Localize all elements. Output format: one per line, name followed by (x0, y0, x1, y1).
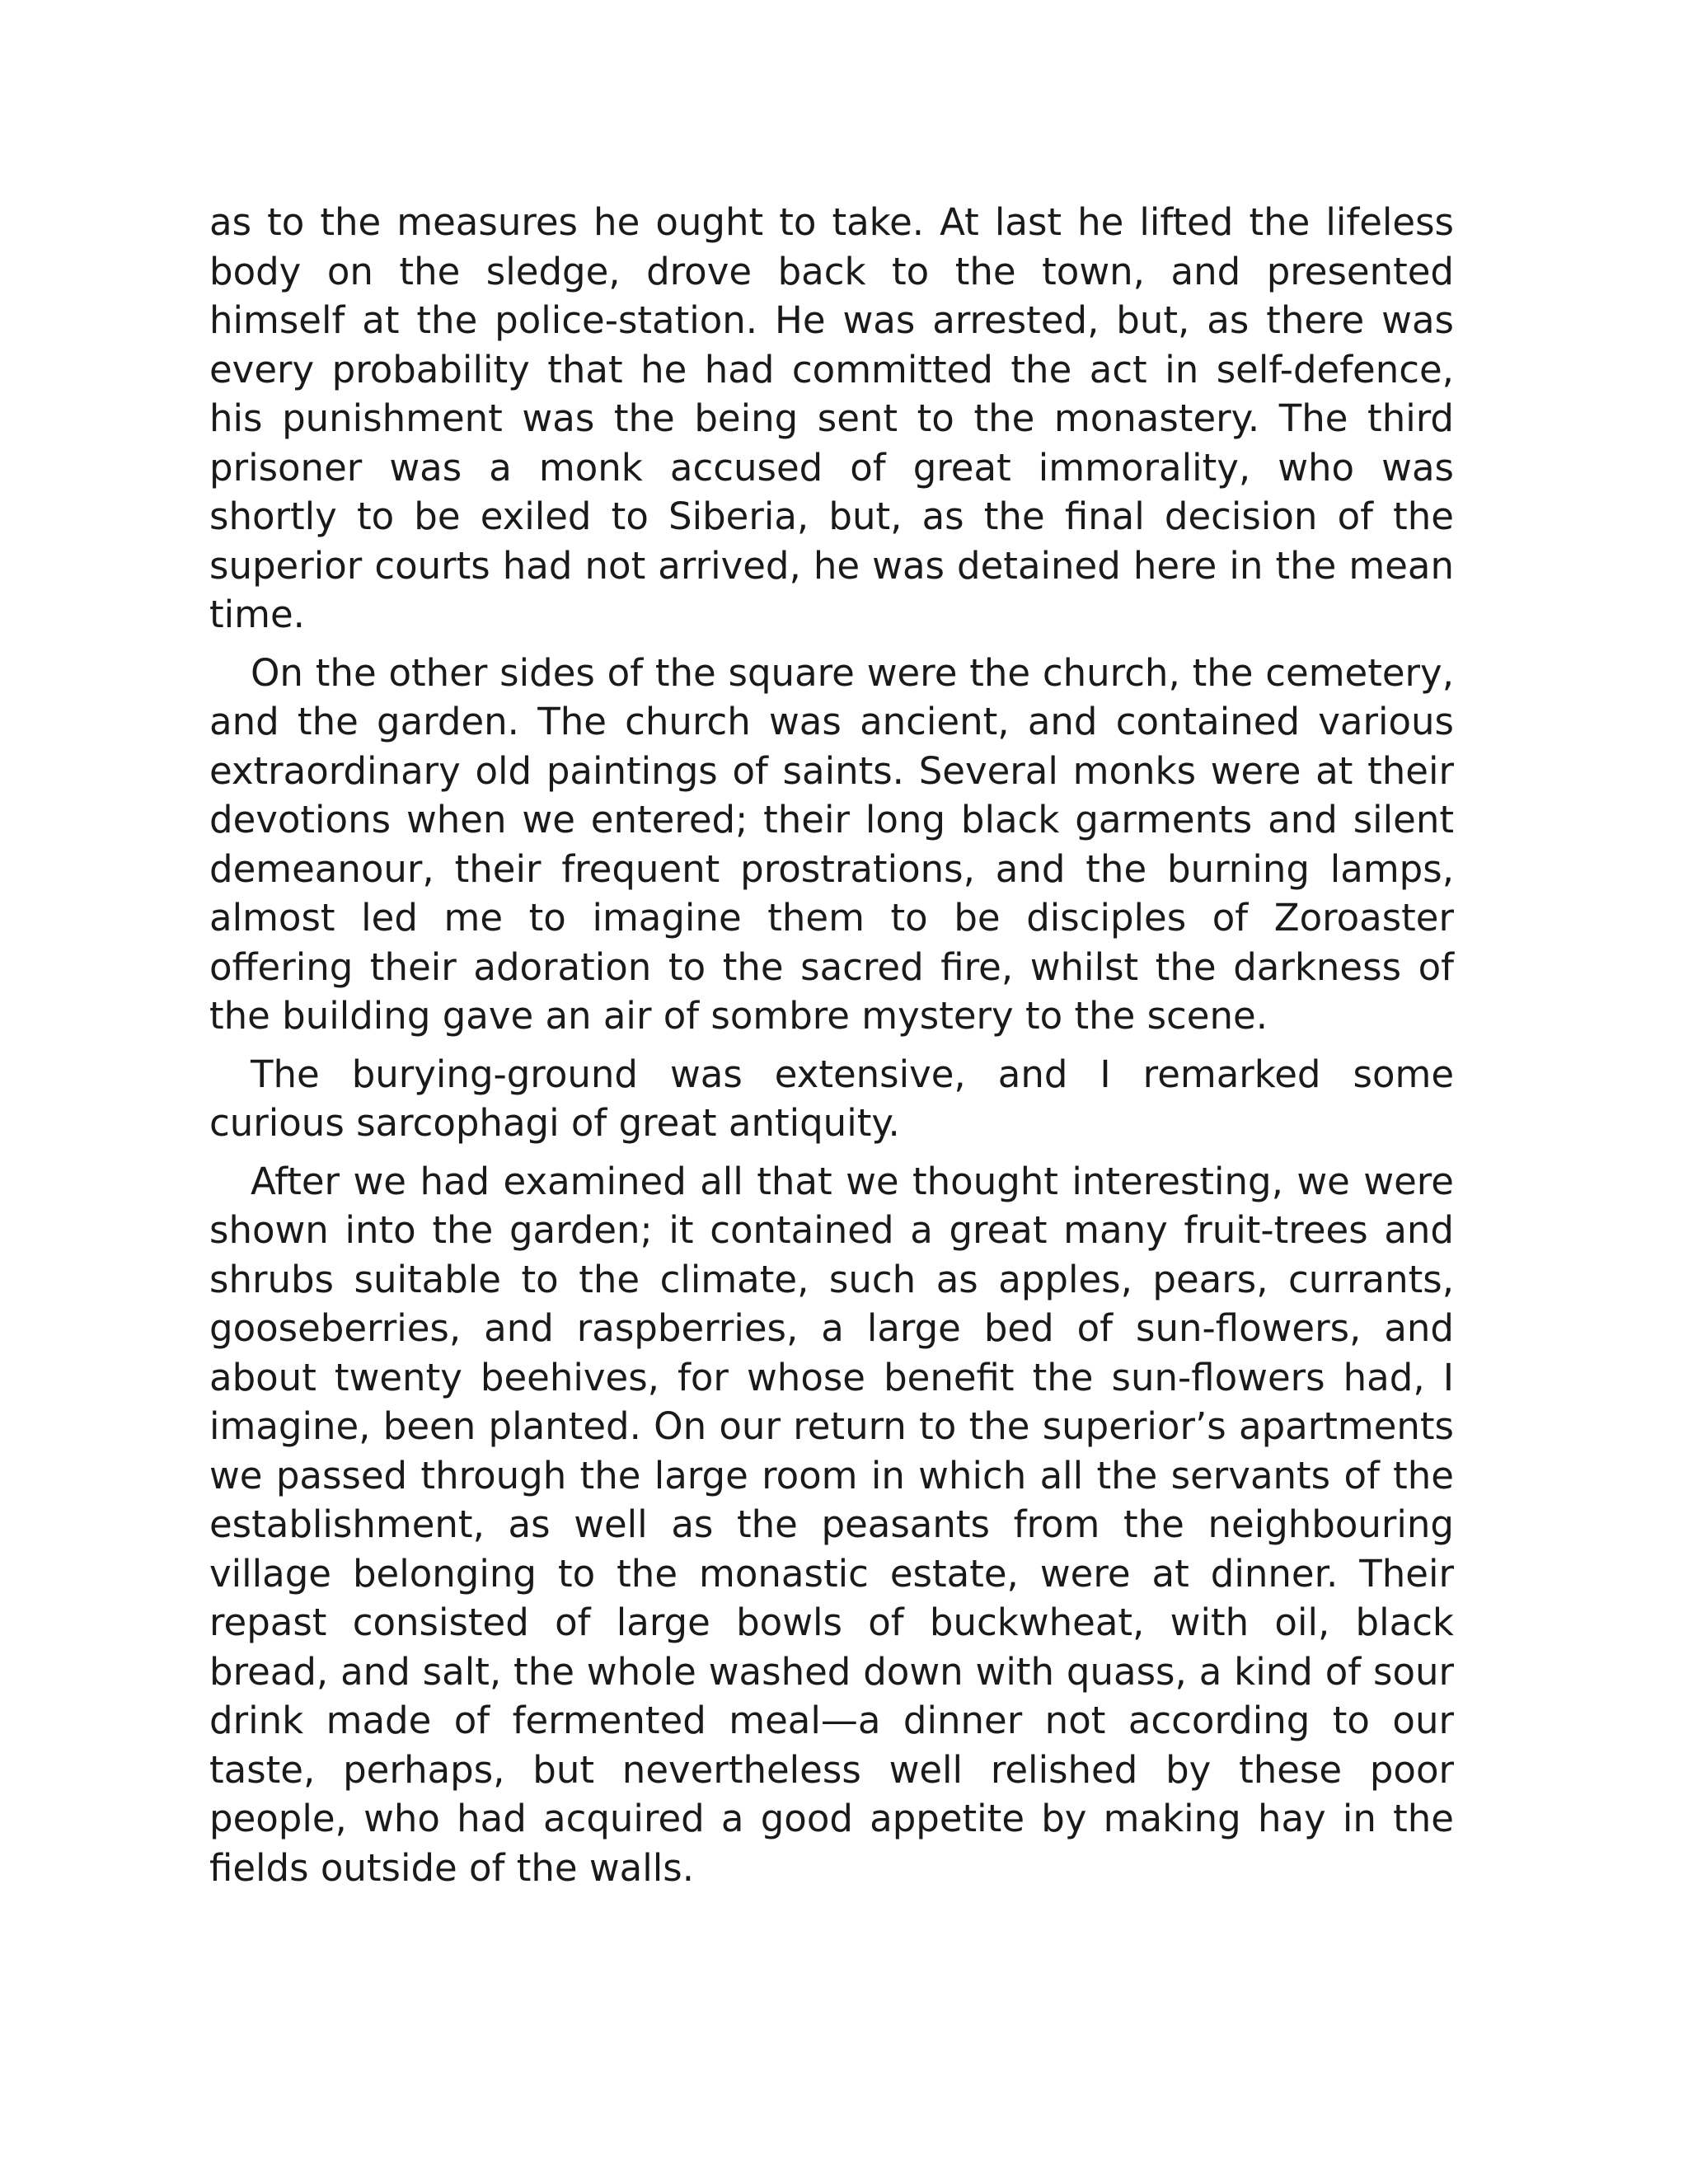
body-text (209, 198, 1454, 1901)
paragraph-1: as to the measures he ought to take. At last he lifted the lifeless body on the sledge, drove back to the town, and presented himself at the police-station. He was arrested, but, as there was every probability that he had committed the act in self-defence, his punishment was the being sent to the monastery. The third prisoner was a monk accused of great immorality, who was shortly to be exiled to Siberia, but, as the final decision of the superior courts had not arrived, he was detained here in the mean time. (209, 200, 1454, 636)
paragraph-3: The burying-ground was extensive, and I remarked some curious sarcophagi of great antiquity. (209, 1052, 1454, 1145)
paragraph-2: On the other sides of the square were the church, the cemetery, and the garden. The church was ancient, and contained various extraordinary old paintings of saints. Several monks were at their devotions when we entered; their long black garments and silent demeanour, their frequent prostrations, and the burning lamps, almost led me to imagine them to be disciples of Zoroaster offering their adoration to the sacred fire, whilst the darkness of the building gave an air of sombre mystery to the scene. (209, 650, 1454, 1038)
paragraph-4: After we had examined all that we thought interesting, we were shown into the garden; it contained a great many fruit-trees and shrubs suitable to the climate, such as apples, pears, currants, gooseberries, and raspberries, a large bed of sun-flowers, and about twenty beehives, for whose benefit the sun-flowers had, I imagine, been planted. On our return to the superior’s apartments we passed through the large room in which all the servants of the establishment, as well as the peasants from the neighbouring village belonging to the monastic estate, were at dinner. Their repast consisted of large bowls of buckwheat, with oil, black bread, and salt, the whole washed down with quass, a kind of sour drink made of fermented meal—a dinner not according to our taste, perhaps, but nevertheless well relished by these poor people, who had acquired a good appetite by making hay in the fields outside of the walls. (209, 1159, 1454, 1890)
